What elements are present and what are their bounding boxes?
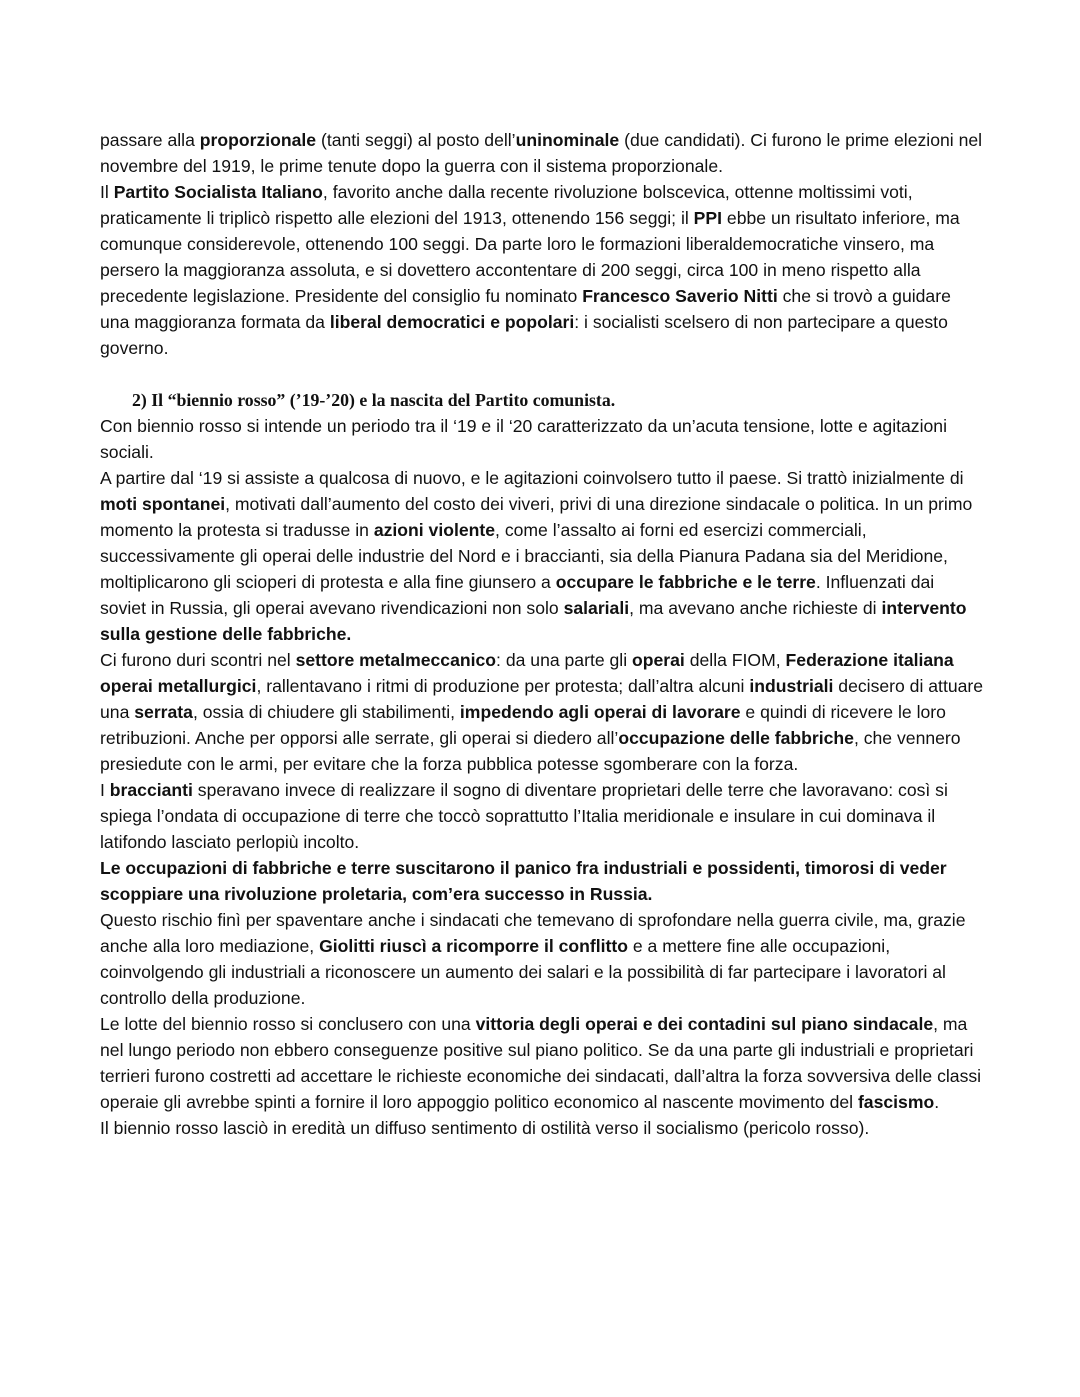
text-run: , ossia di chiudere gli stabilimenti, <box>192 702 460 722</box>
bold-text: azioni violente <box>373 520 496 540</box>
text-run: Il <box>100 182 114 202</box>
body-paragraph <box>100 1115 984 1141</box>
body-paragraph <box>100 127 984 179</box>
text-run: : i socialisti scelsero di non partecipare a questo governo. <box>100 312 948 358</box>
bold-text: occupare le fabbriche e le terre <box>555 572 816 592</box>
intro-paragraphs <box>100 127 984 361</box>
body-paragraph <box>100 413 984 465</box>
text-run: , come l’assalto ai forni ed esercizi commerciali, successivamente gli operai delle industrie del Nord e i braccianti, sia della Pianura Padana sia del Meridione, moltiplicarono gli scioperi di protesta e alla fine giunsero a <box>100 520 948 592</box>
bold-text: PPI <box>693 208 723 228</box>
bold-text: intervento sulla gestione delle fabbriche. <box>100 598 967 644</box>
text-run: Ci furono duri scontri nel <box>100 650 296 670</box>
text-run: , motivati dall’aumento del costo dei viveri, privi di una direzione sindacale o politica. In un primo momento la protesta si tradusse in <box>100 494 973 540</box>
bold-text: serrata <box>134 702 193 722</box>
text-run: Il biennio rosso lasciò in eredità un diffuso sentimento di ostilità verso il socialismo (pericolo rosso). <box>100 1118 870 1138</box>
body-paragraph <box>100 855 984 907</box>
bold-text: Le occupazioni di fabbriche e terre suscitarono il panico fra industriali e possidenti, timorosi di veder scoppiare una rivoluzione proletaria, com’era successo in Russia. <box>100 858 947 904</box>
bold-text: uninominale <box>515 130 620 150</box>
bold-text: settore metalmeccanico <box>295 650 497 670</box>
body-paragraph <box>100 465 984 647</box>
bold-text: braccianti <box>109 780 193 800</box>
text-run: Questo rischio finì per spaventare anche i sindacati che temevano di sprofondare nella guerra civile, ma, grazie anche alla loro mediazione, <box>100 910 966 956</box>
section-heading: 2) Il “biennio rosso” (’19-’20) e la nascita del Partito comunista. <box>132 390 616 410</box>
text-run: speravano invece di realizzare il sogno di diventare proprietari delle terre che lavoravano: così si spiega l’ondata di occupazione di terre che toccò soprattutto l’Italia meridionale e insulare in cui dominava il latifondo lasciato perlopiù incolto. <box>100 780 948 852</box>
bold-text: moti spontanei <box>100 494 226 514</box>
bold-text: Federazione italiana operai metallurgici <box>100 650 954 696</box>
bold-text: liberal democratici e popolari <box>329 312 575 332</box>
text-run: Con biennio rosso si intende un periodo tra il ‘19 e il ‘20 caratterizzato da un’acuta tensione, lotte e agitazioni sociali. <box>100 416 947 462</box>
text-run: , favorito anche dalla recente rivoluzione bolscevica, ottenne moltissimi voti, praticamente li triplicò rispetto alle elezioni del 1913, ottenendo 156 seggi; il <box>100 182 913 228</box>
bold-text: fascismo <box>857 1092 935 1112</box>
text-run: I <box>100 780 110 800</box>
body-paragraph <box>100 1011 984 1115</box>
text-run: ebbe un risultato inferiore, ma comunque considerevole, ottenendo 100 seggi. Da parte loro le formazioni liberaldemocratiche vinsero, ma persero la maggioranza assoluta, e si dovettero accontentare di 200 seggi, circa 100 in meno rispetto alla precedente legislazione. Presidente del consiglio fu nominato <box>100 208 960 306</box>
bold-text: Partito Socialista Italiano <box>113 182 323 202</box>
text-run: decisero di attuare una <box>100 676 984 722</box>
text-run: (due candidati). Ci furono le prime elezioni nel novembre del 1919, le prime tenute dopo la guerra con il sistema proporzionale. <box>100 130 983 176</box>
bold-text: Francesco Saverio Nitti <box>582 286 778 306</box>
bold-text: salariali <box>563 598 630 618</box>
text-run: e a mettere fine alle occupazioni, coinvolgendo gli industriali a riconoscere un aumento dei salari e la possibilità di far partecipare i lavoratori al controllo della produzione. <box>100 936 946 1008</box>
bold-text: proporzionale <box>199 130 317 150</box>
document-page <box>100 127 984 1141</box>
text-run: (tanti seggi) al posto dell’ <box>316 130 516 150</box>
text-run: e quindi di ricevere le loro retribuzioni. Anche per opporsi alle serrate, gli operai si diedero all’ <box>100 702 946 748</box>
section-body <box>100 413 984 1141</box>
text-run: : da una parte gli <box>496 650 633 670</box>
text-run: , ma nel lungo periodo non ebbero conseguenze positive sul piano politico. Se da una parte gli industriali e proprietari terrieri furono costretti ad accettare le richieste economiche dei sindacati, dall’altra la forza sovversiva delle classi operaie gli avrebbe spinti a fornire il loro appoggio politico economico al nascente movimento del <box>100 1014 982 1112</box>
bold-text: Giolitti riuscì a ricomporre il conflitto <box>319 936 628 956</box>
bold-text: occupazione delle fabbriche <box>618 728 854 748</box>
text-run: , che vennero presiedute con le armi, per evitare che la forza pubblica potesse sgomberare con la forza. <box>100 728 961 774</box>
bold-text: impedendo agli operai di lavorare <box>459 702 741 722</box>
text-run: A partire dal ‘19 si assiste a qualcosa di nuovo, e le agitazioni coinvolsero tutto il paese. Si trattò inizialmente di <box>100 468 964 488</box>
text-run: passare alla <box>100 130 200 150</box>
text-run: . <box>934 1092 940 1112</box>
text-run: . Influenzati dai soviet in Russia, gli operai avevano rivendicazioni non solo <box>100 572 935 618</box>
body-paragraph <box>100 179 984 361</box>
text-run: , rallentavano i ritmi di produzione per protesta; dall’altra alcuni <box>256 676 750 696</box>
body-paragraph <box>100 777 984 855</box>
text-run: Le lotte del biennio rosso si conclusero con una <box>100 1014 476 1034</box>
bold-text: vittoria degli operai e dei contadini sul piano sindacale <box>475 1014 934 1034</box>
bold-text: industriali <box>749 676 834 696</box>
text-run: che si trovò a guidare una maggioranza formata da <box>100 286 951 332</box>
body-paragraph <box>100 647 984 777</box>
text-run: , ma avevano anche richieste di <box>629 598 882 618</box>
bold-text: operai <box>632 650 685 670</box>
body-paragraph <box>100 907 984 1011</box>
text-run: della FIOM, <box>684 650 786 670</box>
